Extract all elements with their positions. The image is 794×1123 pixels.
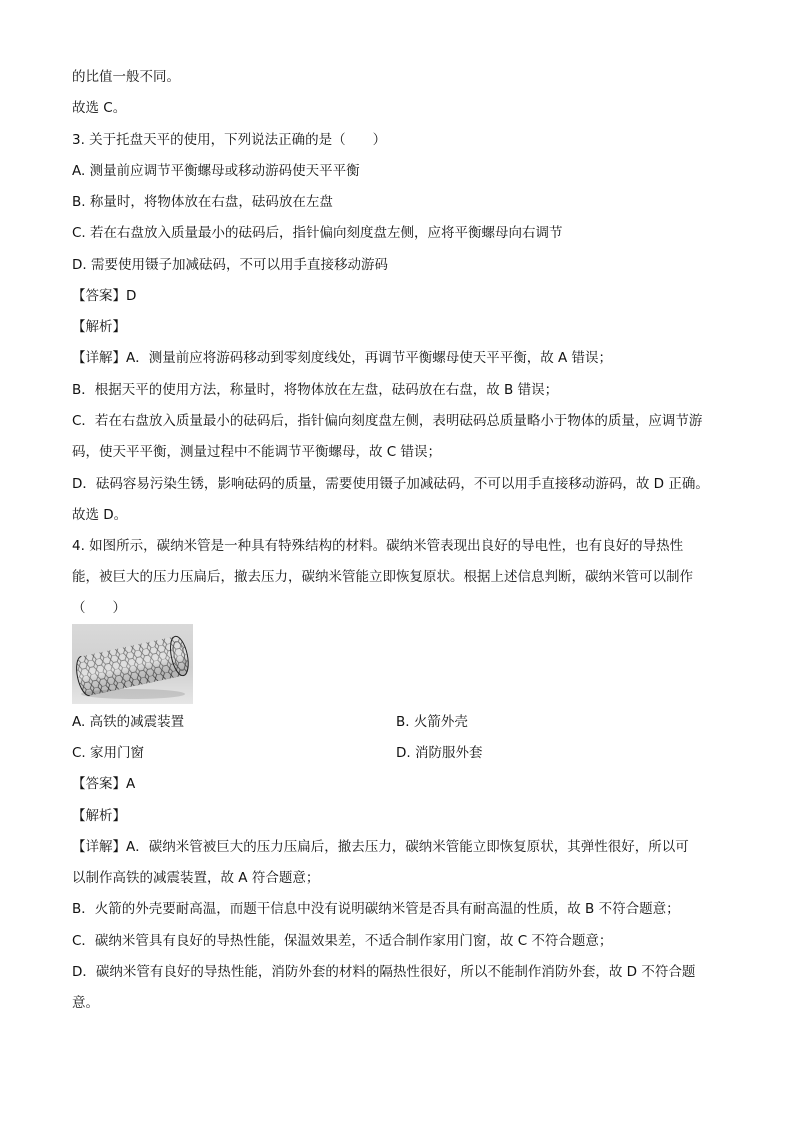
q3-answer: 【答案】D [72, 288, 137, 304]
q4-option-a: A. 高铁的减震装置 [72, 714, 185, 730]
question-3-stem: 3. 关于托盘天平的使用，下列说法正确的是（ ） [72, 132, 387, 148]
q4-detail-a-1: 【详解】A．碳纳米管被巨大的压力压扁后，撤去压力，碳纳米管能立即恢复原状，其弹性很好，所以可 [72, 839, 689, 855]
q3-detail-d: D．砝码容易污染生锈，影响砝码的质量，需要使用镊子加减砝码，不可以用手直接移动游码，故 D 正确。 [72, 476, 709, 492]
q4-analysis-label: 【解析】 [72, 808, 126, 824]
q3-analysis-label: 【解析】 [72, 319, 126, 335]
q3-conclusion: 故选 D。 [72, 507, 128, 523]
q3-option-d: D. 需要使用镊子加减砝码，不可以用手直接移动游码 [72, 257, 388, 273]
carbon-nanotube-image [72, 624, 193, 704]
q4-detail-d-1: D．碳纳米管有良好的导热性能，消防外套的材料的隔热性很好，所以不能制作消防外套，故 D 不符合题 [72, 964, 696, 980]
line-2: 故选 C。 [72, 100, 127, 116]
q3-option-b: B. 称量时，将物体放在右盘，砝码放在左盘 [72, 194, 333, 210]
question-4-stem-2: 能，被巨大的压力压扁后，撤去压力，碳纳米管能立即恢复原状。根据上述信息判断，碳纳米管可以制作 [72, 569, 693, 585]
question-4-blank: （ ） [72, 600, 126, 616]
line-1: 的比值一般不同。 [72, 69, 180, 85]
q4-option-c: C. 家用门窗 [72, 745, 145, 761]
q4-detail-c: C．碳纳米管具有良好的导热性能，保温效果差，不适合制作家用门窗，故 C 不符合题意； [72, 933, 613, 949]
q3-detail-a: 【详解】A．测量前应将游码移动到零刻度线处，再调节平衡螺母使天平平衡，故 A 错误； [72, 350, 613, 366]
q4-option-b: B. 火箭外壳 [396, 714, 468, 730]
q4-answer: 【答案】A [72, 776, 136, 792]
q4-detail-d-2: 意。 [72, 995, 99, 1011]
q4-option-d: D. 消防服外套 [396, 745, 483, 761]
q3-detail-c-2: 码，使天平平衡，测量过程中不能调节平衡螺母，故 C 错误； [72, 444, 442, 460]
q3-option-c: C. 若在右盘放入质量最小的砝码后，指针偏向刻度盘左侧，应将平衡螺母向右调节 [72, 225, 563, 241]
question-4-stem-1: 4. 如图所示，碳纳米管是一种具有特殊结构的材料。碳纳米管表现出良好的导电性，也有良好的导热性 [72, 538, 684, 554]
q4-detail-b: B．火箭的外壳要耐高温，而题干信息中没有说明碳纳米管是否具有耐高温的性质，故 B 不符合题意； [72, 901, 680, 917]
q4-detail-a-2: 以制作高铁的减震装置，故 A 符合题意； [72, 870, 320, 886]
q3-detail-c-1: C．若在右盘放入质量最小的砝码后，指针偏向刻度盘左侧，表明砝码总质量略小于物体的质量，应调节游 [72, 413, 703, 429]
q3-detail-b: B．根据天平的使用方法，称量时，将物体放在左盘，砝码放在右盘，故 B 错误； [72, 382, 559, 398]
q3-option-a: A. 测量前应调节平衡螺母或移动游码使天平平衡 [72, 163, 360, 179]
